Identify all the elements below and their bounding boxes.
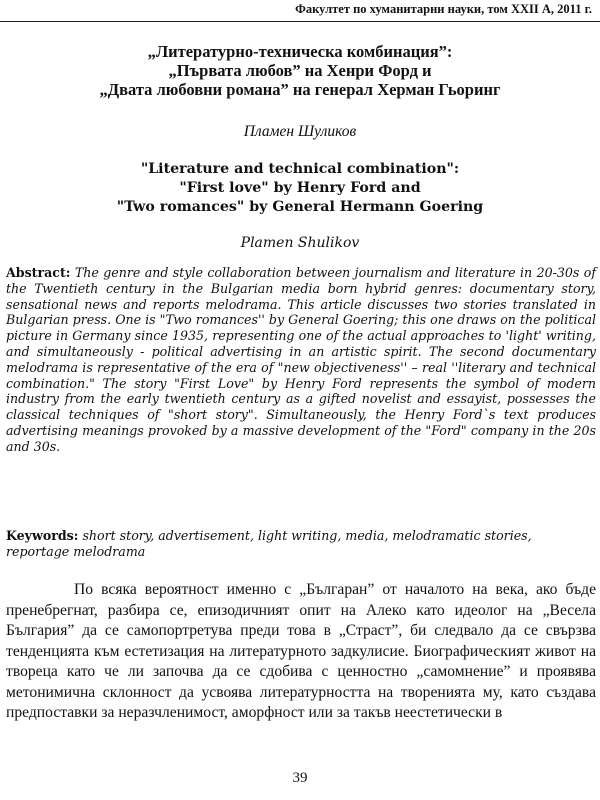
body-paragraph: По всяка вероятност именно с „Българан” от началото на века, ако бъде пренебрегнат, разбира се, епизодичният опит на Алеко като идеолог на „Весела България” да се самопортретува преди това в „Страст”, би следвало да се свързва тенденцията към естетизация на литературното задкулисие. Биографическият живот на твореца като че ли започва да се сдобива с ценностно „самомнение” и проявява метонимична склонност да усвоява литературността на творенията му, като създава предпоставки за неразчленимост, аморфност или за такъв неестетически в — [6, 581, 596, 721]
abstract — [6, 265, 596, 455]
keywords — [6, 528, 596, 560]
title-english-line: "Literature and technical combination": — [140, 161, 460, 177]
title-bulgarian-line: „Литературно-техническа комбинация”: — [147, 42, 453, 61]
keywords-text: short story, advertisement, light writing, media, melodramatic stories, reportage melodrama — [6, 528, 532, 559]
page-number: 39 — [292, 770, 308, 786]
author-bulgarian: Пламен Шуликов — [243, 123, 357, 140]
title-bulgarian — [0, 42, 600, 99]
abstract-text: The genre and style collaboration between journalism and literature in 20-30s of the Twentieth century in the Bulgarian media born hybrid genres: documentary story, sensational news and reports melodrama. This article discusses two stories translated in Bulgarian press. One is "Two romances'' by General Goering; this one draws on the political picture in Germany since 1935, representing one of the actual approaches to 'light' writing, and simultaneously - political advertising in an artistic spirit. The second documentary melodrama is representative of the era of "new objectiveness'' – real ''literary and technical combination." The story "First Love" by Henry Ford represents the symbol of modern industry from the early twentieth century as a gifted novelist and essayist, possesses the classical techniques of "short story". Simultaneously, the Henry Ford`s text produces advertising meanings provoked by a massive development of the "Ford" company in the 20s and 30s. — [6, 265, 596, 454]
running-header-text: Факултет по хуманитарни науки, том XXII А, 2011 г. — [295, 2, 592, 16]
abstract-label: Abstract: — [6, 265, 71, 280]
title-english — [0, 160, 600, 217]
title-english-line: "First love" by Henry Ford and — [179, 180, 421, 196]
author-english: Plamen Shulikov — [240, 235, 360, 251]
running-header — [0, 0, 600, 22]
title-bulgarian-line: „Двата любовни романа” на генерал Херман Гьоринг — [99, 80, 501, 99]
title-bulgarian-line: „Първата любов” на Хенри Форд и — [168, 61, 432, 80]
keywords-label: Keywords: — [6, 528, 79, 543]
title-english-line: "Two romances" by General Hermann Goering — [116, 199, 484, 215]
